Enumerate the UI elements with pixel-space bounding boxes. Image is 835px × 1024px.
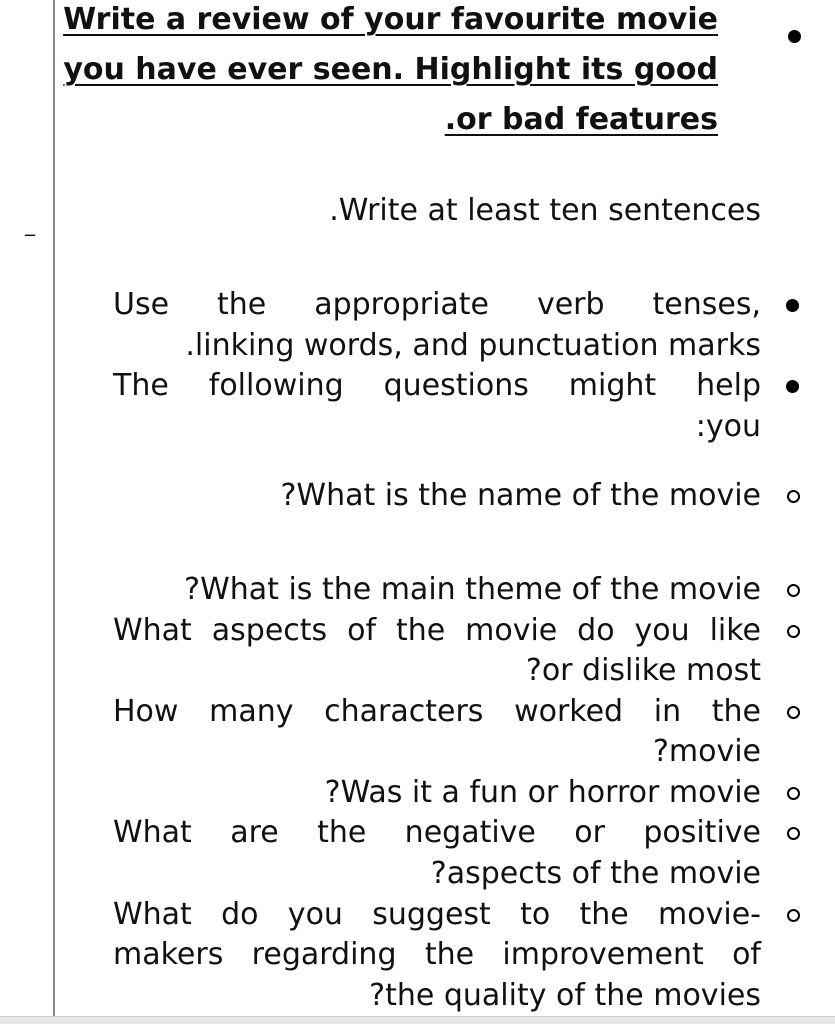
- question-6-line-2: ?aspects of the movie: [430, 856, 761, 891]
- question-3-line-2: ?or dislike most: [525, 653, 761, 688]
- bullet-1-line-1: Use the appropriate verb tenses,: [113, 287, 761, 322]
- question-6-marker: [787, 827, 800, 840]
- question-3-marker: [787, 625, 800, 638]
- bullet-2-line-2: :you: [695, 409, 761, 444]
- question-7-marker: [787, 909, 800, 922]
- bullet-1-line-2: .linking words, and punctuation marks: [185, 328, 761, 363]
- title-line-1: Write a review of your favourite movie: [63, 2, 718, 37]
- dash-mark: _: [25, 212, 35, 236]
- question-2-marker: [787, 584, 800, 597]
- margin-line: [53, 0, 55, 1016]
- question-5-line-1: ?Was it a fun or horror movie: [324, 775, 761, 810]
- question-3-line-1: What aspects of the movie do you like: [113, 613, 761, 648]
- title-line-3: .or bad features: [444, 102, 718, 137]
- question-4-marker: [787, 706, 800, 719]
- question-2-line-1: ?What is the main theme of the movie: [184, 572, 761, 607]
- question-4-line-2: ?movie: [652, 734, 761, 769]
- bullet-1-marker: [786, 299, 799, 312]
- question-4-line-1: How many characters worked in the: [113, 694, 761, 729]
- instruction-text: .Write at least ten sentences: [329, 193, 761, 228]
- question-1-line-1: ?What is the name of the movie: [280, 478, 761, 513]
- page-bottom-edge: [0, 1016, 835, 1024]
- question-1-marker: [787, 490, 800, 503]
- question-5-marker: [787, 787, 800, 800]
- question-6-line-1: What are the negative or positive: [113, 815, 761, 850]
- question-7-line-1: What do you suggest to the movie-: [113, 897, 761, 932]
- question-7-line-2: makers regarding the improvement of: [113, 937, 761, 972]
- title-line-2: you have ever seen. Highlight its good: [63, 52, 718, 87]
- title-bullet: [788, 30, 801, 43]
- bullet-2-line-1: The following questions might help: [113, 368, 761, 403]
- question-7-line-3: ?the quality of the movies: [369, 978, 761, 1013]
- bullet-2-marker: [786, 380, 799, 393]
